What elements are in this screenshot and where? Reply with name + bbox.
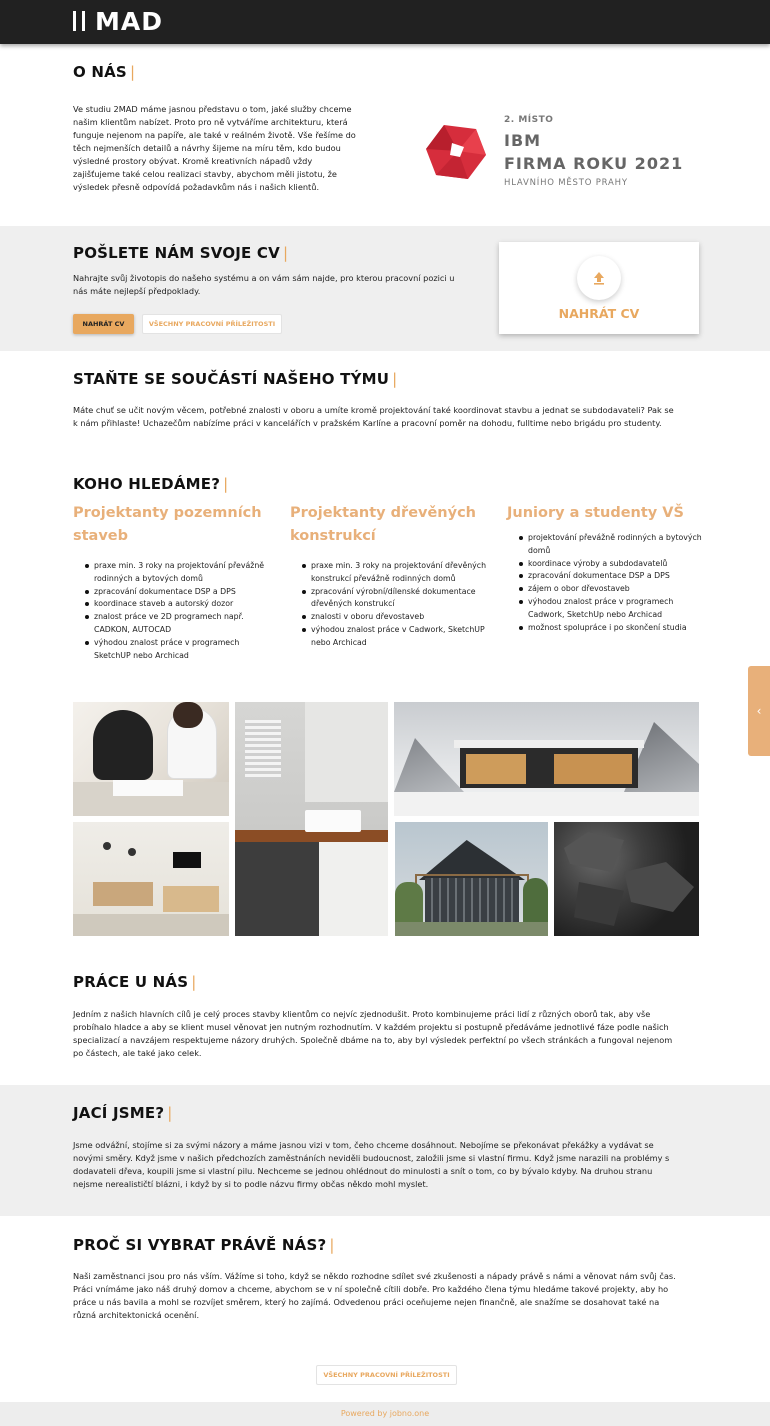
join-heading: STAŇTE SE SOUČÁSTÍ NAŠEHO TÝMU | <box>73 370 398 388</box>
cv-heading: POŠLETE NÁM SVOJE CV | <box>73 244 289 262</box>
job-title[interactable]: Projektanty pozemních staveb <box>73 505 262 544</box>
photo-construction <box>395 822 548 936</box>
photo-team <box>73 702 229 816</box>
footer <box>0 1402 770 1426</box>
logo-bars-icon <box>73 11 85 31</box>
all-jobs-button[interactable]: VŠECHNY PRACOVNÍ PŘÍLEŽITOSTI <box>142 314 282 334</box>
about-heading: O NÁS | <box>73 63 136 81</box>
chevron-left-icon: ‹ <box>756 704 762 718</box>
list-item: výhodou znalost práce v programech Cadwork, SketchUp nebo Archicad <box>507 596 707 622</box>
who-heading: JACÍ JSME? | <box>73 1104 173 1122</box>
photo-texture <box>554 822 699 936</box>
list-item: znalost práce ve 2D programech např. CADKON, AUTOCAD <box>73 611 273 637</box>
side-panel-toggle[interactable] <box>748 666 770 756</box>
why-heading: PROČ SI VYBRAT PRÁVĚ NÁS? | <box>73 1236 335 1254</box>
photo-winter-house <box>394 702 699 816</box>
job-column-1 <box>73 502 273 662</box>
award-place: 2. MÍSTO <box>504 115 554 125</box>
why-text: Naši zaměstnanci jsou pro nás vším. Vážíme si toho, když se někdo rozhodne sdílet své zkušenosti a nápady právě s námi a věnovat nám svůj čas. Práci vnímáme jako náš druhý domov a chceme, abychom se v ní společně cítili dobře. Pro každého člena týmu hledáme takové projekty, aby ho práce u nás bavila a mohl se rozvíjet směrem, který ho zajímá. Odvedenou práci oceňujeme nejen finančně, ale snažíme se dosahovat také na různá architektonická ocenění. <box>73 1271 676 1320</box>
photo-interior <box>73 822 229 936</box>
list-item: znalosti v oboru dřevostaveb <box>290 611 490 624</box>
seeking-heading: KOHO HLEDÁME? | <box>73 475 229 493</box>
job-column-3 <box>507 502 707 634</box>
who-text: Jsme odvážní, stojíme si za svými názory a máme jasnou vizi v tom, čeho chceme dosáhnout. Nebojíme se překonávat překážky a vydávat se novými směry. Když jsme v našich předchozích zaměstnáních neviděli budoucnost, založili jsme si vlastní firmu. Když jsme narazili na problémy s dodavateli dřeva, koupili jsme si vlastní pilu. Nechceme se jednou ohlédnout do minulosti a snít o tom, co by bývalo kdyby. Na druhou stranu nejsme nerealističtí blázni, i když by si to podle názvu firmy občas někdo mohl myslet. <box>73 1140 670 1189</box>
upload-cv-card[interactable] <box>499 242 699 334</box>
list-item: výhodou znalost práce v Cadwork, SketchUP nebo Archicad <box>290 624 490 650</box>
list-item: zájem o obor dřevostaveb <box>507 583 707 596</box>
list-item: projektování převážně rodinných a bytových domů <box>507 532 707 558</box>
cv-text: Nahrajte svůj životopis do našeho systému a on vám sám najde, pro kterou pracovní pozici u nás máte nejlepší předpoklady. <box>73 273 455 296</box>
award-line3: HLAVNÍHO MĚSTO PRAHY <box>504 178 628 188</box>
list-item: koordinace staveb a autorský dozor <box>73 598 273 611</box>
powered-by-link[interactable]: Powered by jobno.one <box>340 1409 430 1418</box>
list-item: výhodou znalost práce v programech SketchUP nebo Archicad <box>73 637 273 663</box>
award-logo-icon <box>424 123 488 181</box>
upload-icon <box>577 256 621 300</box>
all-jobs-bottom-button[interactable]: VŠECHNY PRACOVNÍ PŘÍLEŽITOSTI <box>316 1365 457 1385</box>
about-text: Ve studiu 2MAD máme jasnou představu o tom, jaké služby chceme našim klientům nabízet. Proto pro ně vytváříme architekturu, která funguje nejenom na papíře, ale také v reálném životě. Vše řešíme do těch nejmenších detailů a návrhy šijeme na míru těm, kdo budou výsledné prostory obývat. Kromě kreativních nápadů vždy zajišťujeme také celou realizaci stavby, abychom měli jistotu, že výsledek přesně odpovídá požadavkům nás i našich klientů. <box>73 104 356 192</box>
top-bar <box>0 0 770 44</box>
brand-name: MAD <box>95 6 163 36</box>
award-badge <box>424 115 694 195</box>
photo-bathroom <box>235 702 388 936</box>
brand-logo[interactable] <box>73 6 163 36</box>
join-text: Máte chuť se učit novým věcem, potřebné znalosti v oboru a umíte kromě projektování také koordinovat stavbu a jednat se subdodavateli? Pak se k nám přihlaste! Uchazečům nabízíme práci v kancelářích v pražském Karlíne a pracovní poměr na dohodu, fulltime nebo brigádu pro studenty. <box>73 405 674 428</box>
work-heading: PRÁCE U NÁS | <box>73 973 197 991</box>
list-item: zpracování dokumentace DSP a DPS <box>73 586 273 599</box>
list-item: zpracování výrobní/dílenské dokumentace dřevěných konstrukcí <box>290 586 490 612</box>
job-title[interactable]: Projektanty dřevěných konstrukcí <box>290 505 477 544</box>
list-item: praxe min. 3 roky na projektování převážně rodinných a bytových domů <box>73 560 273 586</box>
upload-cv-card-label: NAHRÁT CV <box>558 306 640 321</box>
job-column-2 <box>290 502 490 650</box>
upload-cv-button[interactable]: NAHRÁT CV <box>73 314 134 334</box>
work-text: Jedním z našich hlavních cílů je celý proces stavby klientům co nejvíc zjednodušit. Proto kombinujeme práci lidí z různých oborů tak, aby vše probíhalo hladce a aby se klient musel věnovat jen nutným rozhodnutím. V každém projektu si postupně předáváme jednotlivé fáze podle našich specializací a navzájem respektujeme názory druhých. Společně dbáme na to, aby byl výsledek perfektní po všech stránkách a fungoval nejenom po částech, ale také jako celek. <box>73 1009 673 1058</box>
list-item: koordinace výroby a subdodavatelů <box>507 558 707 571</box>
award-line1: IBM <box>504 131 542 150</box>
list-item: praxe min. 3 roky na projektování dřevěných konstrukcí převážně rodinných domů <box>290 560 490 586</box>
award-line2: FIRMA ROKU 2021 <box>504 154 684 173</box>
list-item: zpracování dokumentace DSP a DPS <box>507 570 707 583</box>
list-item: možnost spolupráce i po skončení studia <box>507 622 707 635</box>
job-title[interactable]: Juniory a studenty VŠ <box>507 505 684 521</box>
